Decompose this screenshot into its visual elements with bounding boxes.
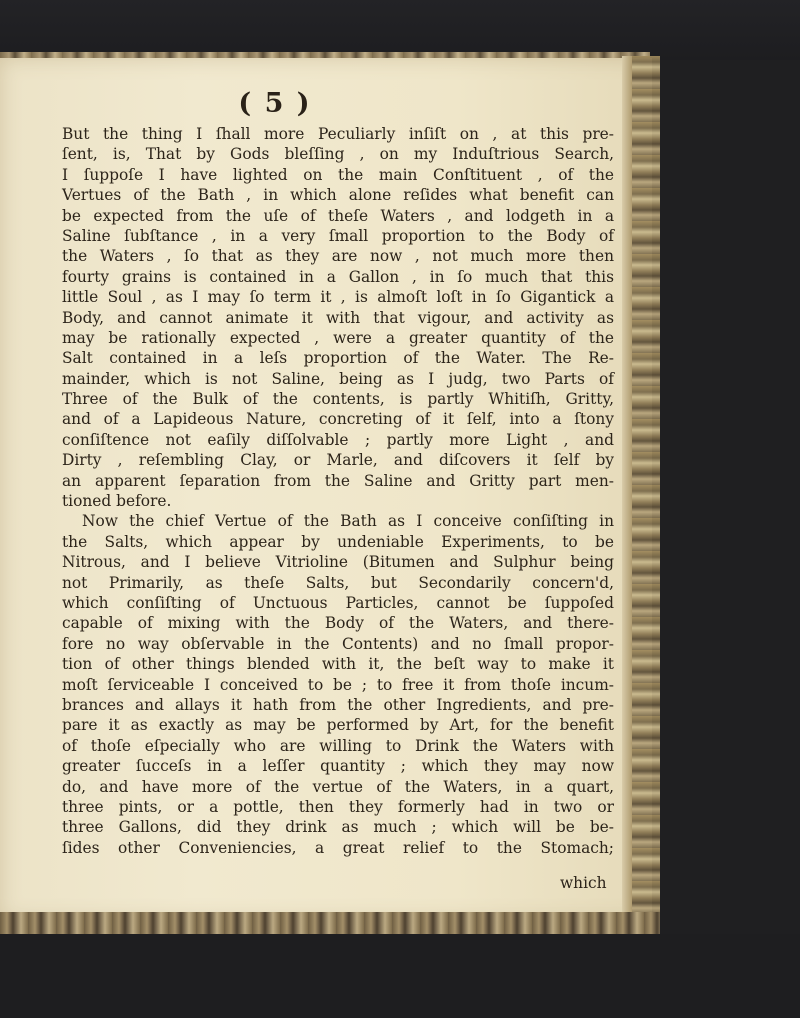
text-line: ſent, is, That by Gods bleſſing , on my Induſtrious Search, [62,145,614,164]
text-line: which conſiſting of Unctuous Particles, cannot be ſuppoſed [62,593,614,612]
text-line: may be rationally expected , were a greater quantity of the [62,328,614,347]
text-line: the Waters , ſo that as they are now , not much more then [62,247,614,266]
page-bottom-edge [0,912,660,934]
text-line: three Gallons, did they drink as much ; which will be be- [62,818,614,837]
text-line: an apparent ſeparation from the Saline and Gritty part men- [62,471,614,490]
text-line: moſt ſerviceable I conceived to be ; to free it from thoſe incum- [62,675,614,694]
text-line: capable of mixing with the Body of the Waters, and there- [62,614,614,633]
text-line: fore no way obſervable in the Contents) and no ſmall propor- [62,634,614,653]
text-line: mainder, which is not Saline, being as I judg, two Parts of [62,369,614,388]
text-line: Three of the Bulk of the contents, is partly Whitiſh, Gritty, [62,390,614,409]
catchword: which [560,874,607,892]
page-right-edge-shadow [622,56,632,924]
page-number: ( 5 ) [238,88,312,119]
text-line: I ſuppoſe I have lighted on the main Conſtituent , of the [62,165,614,184]
text-line: tioned before. [62,492,172,511]
text-line: ſides other Conveniencies, a great relief to the Stomach; [62,838,614,857]
text-line: and of a Lapideous Nature, concreting of it ſelf, into a ſtony [62,410,614,429]
text-line: But the thing I ſhall more Peculiarly inſiſt on , at this pre- [62,125,614,143]
text-line: Saline ſubſtance , in a very ſmall proportion to the Body of [62,226,614,245]
text-line: Nitrous, and I believe Vitrioline (Bitumen and Sulphur being [62,553,614,572]
text-line: Dirty , reſembling Clay, or Marle, and diſcovers it ſelf by [62,451,614,470]
text-line: Body, and cannot animate it with that vigour, and activity as [62,308,614,327]
scan-background-bottom [0,934,800,1018]
text-line: greater ſucceſs in a leſſer quantity ; which they may now [62,757,614,776]
text-line: tion of other things blended with it, the beſt way to make it [62,655,614,674]
text-line: Now the chief Vertue of the Bath as I conceive conſiſting in [82,512,614,531]
text-line: do, and have more of the vertue of the Waters, in a quart, [62,777,614,796]
text-line: be expected from the uſe of theſe Waters , and lodgeth in a [62,206,614,225]
text-line: not Primarily, as theſe Salts, but Secondarily concern'd, [62,573,614,592]
body-text [62,124,614,858]
scan-background [0,0,800,60]
text-line: little Soul , as I may ſo term it , is almoſt loſt in ſo Gigantick a [62,288,614,307]
text-line: the Salts, which appear by undeniable Experiments, to be [62,532,614,551]
text-line: three pints, or a pottle, then they formerly had in two or [62,797,614,816]
text-line: pare it as exactly as may be performed by Art, for the benefit [62,716,614,735]
text-line: Vertues of the Bath , in which alone reſides what benefit can [62,186,614,205]
text-line: Salt contained in a leſs proportion of the Water. The Re- [62,349,614,368]
text-line: fourty grains is contained in a Gallon , in ſo much that this [62,267,614,286]
text-line: brances and allays it hath from the other Ingredients, and pre- [62,695,614,714]
text-line: conſiſtence not eaſily diſſolvable ; partly more Light , and [62,430,614,449]
text-line: of thoſe eſpecially who are willing to Drink the Waters with [62,736,614,755]
